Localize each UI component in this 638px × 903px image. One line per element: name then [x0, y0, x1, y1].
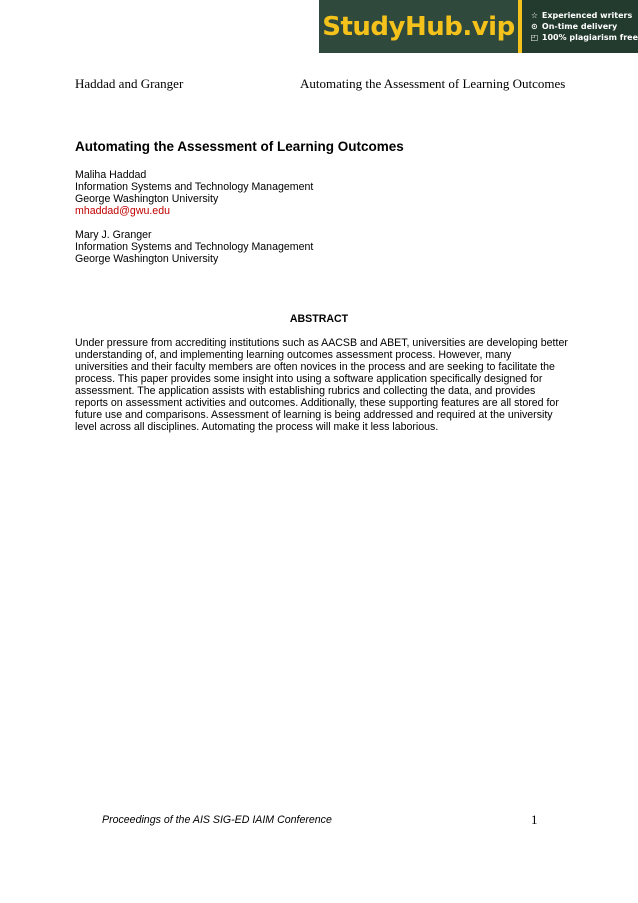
footer-proceedings: Proceedings of the AIS SIG-ED IAIM Conference — [102, 814, 332, 826]
paper-title: Automating the Assessment of Learning Outcomes — [75, 139, 404, 154]
abstract-line: level across all disciplines. Automating the process will make it less laborious. — [75, 421, 439, 433]
feature-experienced-writers — [530, 11, 638, 20]
banner-features — [522, 0, 638, 53]
abstract-line: understanding of, and implementing learning outcomes assessment process. However, many — [75, 349, 512, 361]
feature-text: 100% plagiarism free — [541, 33, 638, 42]
abstract-line: universities and their faculty members are often novices in the process and are seeking to facilitate the — [75, 361, 555, 373]
feature-on-time-delivery — [530, 22, 638, 31]
author-institution: George Washington University — [75, 193, 219, 205]
author-name: Maliha Haddad — [75, 169, 147, 181]
abstract-heading: ABSTRACT — [289, 313, 349, 325]
abstract-body — [75, 337, 570, 433]
author-email-link[interactable]: mhaddad@gwu.edu — [75, 205, 170, 217]
abstract-line: process. This paper provides some insight into using a software application specifically designed for — [75, 373, 543, 385]
ad-banner[interactable] — [319, 0, 638, 53]
page-number: 1 — [531, 812, 538, 827]
author-block-2 — [75, 229, 313, 265]
header-authors: Haddad and Granger — [75, 76, 184, 91]
studyhub-logo[interactable] — [319, 0, 518, 53]
abstract-line: reports on assessment activities and outcomes. Additionally, these supporting features are all stored for — [75, 397, 559, 409]
abstract-line: assessment. The application assists with establishing rubrics and collecting the data, and provides — [75, 385, 536, 397]
clock-icon: ⊙ — [531, 22, 538, 31]
abstract-line: future use and comparisons. Assessment of learning is being addressed and required at the university — [75, 409, 553, 421]
author-institution: George Washington University — [75, 253, 219, 265]
feature-text: Experienced writers — [541, 11, 633, 20]
star-icon: ☆ — [530, 11, 538, 20]
author-name: Mary J. Granger — [75, 229, 152, 241]
logo-text: StudyHub.vip — [322, 11, 515, 42]
feature-text: On-time delivery — [541, 22, 618, 31]
check-document-icon: ◰ — [530, 33, 539, 42]
author-department: Information Systems and Technology Management — [75, 241, 314, 253]
author-block-1 — [75, 169, 313, 217]
abstract-line: Under pressure from accrediting institutions such as AACSB and ABET, universities are developing better — [75, 337, 568, 349]
author-department: Information Systems and Technology Management — [75, 181, 314, 193]
header-title: Automating the Assessment of Learning Outcomes — [300, 76, 566, 91]
feature-plagiarism-free — [530, 33, 638, 42]
